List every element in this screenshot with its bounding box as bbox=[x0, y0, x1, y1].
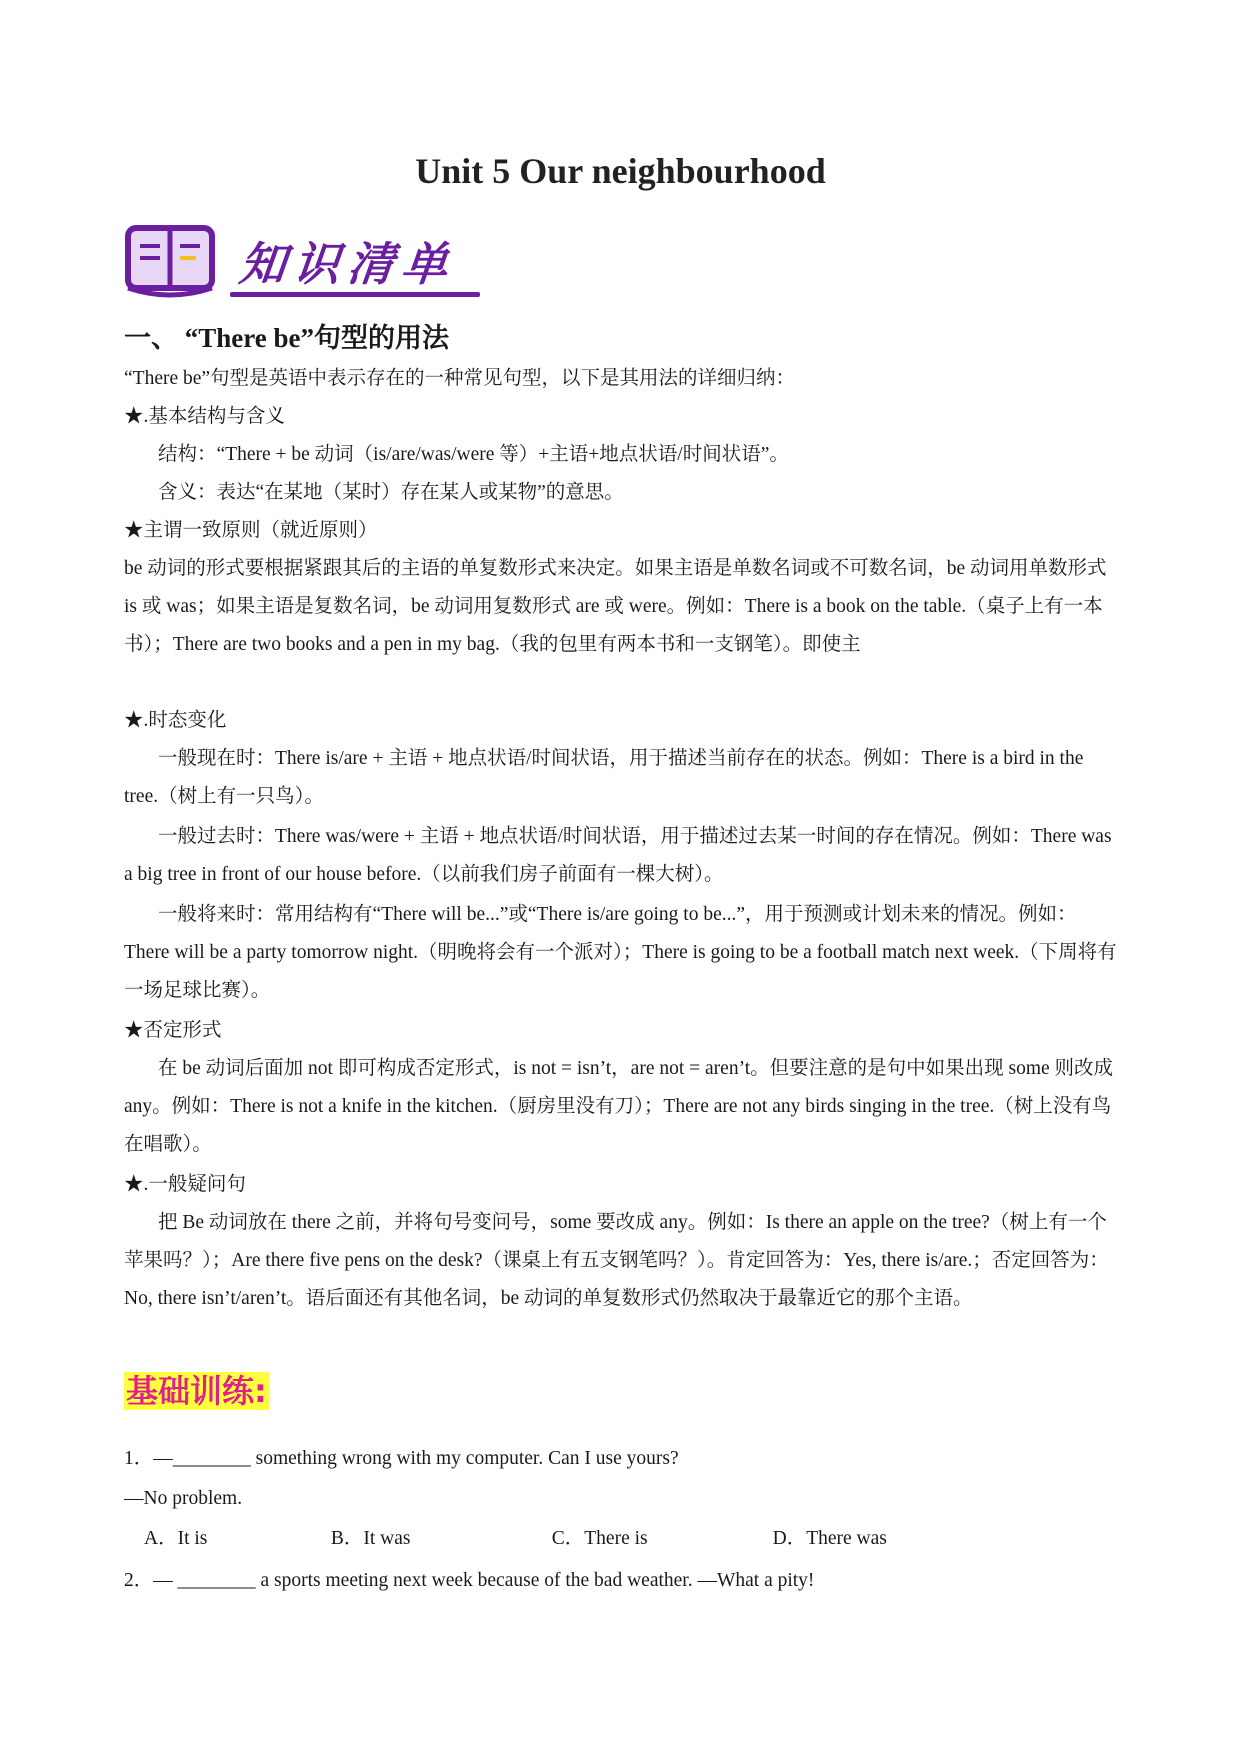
option-d: D．There was bbox=[772, 1528, 887, 1549]
section-heading: 一、 “There be”句型的用法 bbox=[124, 323, 449, 353]
open-book-icon bbox=[122, 222, 218, 302]
heading-basic-structure: ★.基本结构与含义 bbox=[124, 406, 285, 427]
banner-underline bbox=[230, 292, 480, 297]
practice-heading-row bbox=[124, 1372, 1121, 1416]
present-tense-paragraph: 一般现在时：There is/are + 主语 + 地点状语/时间状语，用于描述当前存在的状态。例如：There is a bird in the tree.（树上有一只鸟）。 bbox=[124, 748, 1084, 807]
practice-heading: 基础训练: bbox=[126, 1372, 267, 1410]
heading-question: ★.一般疑问句 bbox=[124, 1174, 246, 1195]
heading-agreement: ★主谓一致原则（就近原则） bbox=[124, 520, 378, 541]
agreement-paragraph: be 动词的形式要根据紧跟其后的主语的单复数形式来决定。如果主语是单数名词或不可数名词，be 动词用单数形式 is 或 was；如果主语是复数名词，be 动词用复数形式 are 或 were。例如：There is a book on the table.（桌子上有一本书）；There are two books and a pen in my bag.（我的包里有两本书和一支钢笔）。即使主 bbox=[124, 558, 1107, 655]
negative-paragraph: 在 be 动词后面加 not 即可构成否定形式，is not = isn’t，are not = aren’t。但要注意的是句中如果出现 some 则改成 any。例如：There is not a knife in the kitchen.（厨房里没有刀）；There are not any birds singing in the tree.（树上没有鸟在唱歌）。 bbox=[124, 1058, 1114, 1155]
structure-line: 结构：“There + be 动词（is/are/was/were 等）+主语+地点状语/时间状语”。 bbox=[158, 444, 789, 465]
question-paragraph: 把 Be 动词放在 there 之前，并将句号变问号，some 要改成 any。例如：Is there an apple on the tree?（树上有一个苹果吗？）；Are there five pens on the desk?（课桌上有五支钢笔吗？）。肯定回答为：Yes, there is/are.；否定回答为：No, there isn’t/aren’t。语后面还有其他名词，be 动词的单复数形式仍然取决于最靠近它的那个主语。 bbox=[124, 1212, 1109, 1309]
page-title: Unit 5 Our neighbourhood bbox=[415, 151, 826, 191]
heading-negative: ★否定形式 bbox=[124, 1020, 222, 1041]
heading-tense: ★.时态变化 bbox=[124, 710, 227, 731]
question-1: 1．—________ something wrong with my computer. Can I use yours? bbox=[124, 1448, 679, 1469]
banner-title: 知识清单 bbox=[236, 237, 459, 291]
option-c: C．There is bbox=[551, 1528, 648, 1549]
question-1-answer: —No problem. bbox=[124, 1488, 243, 1509]
knowledge-banner bbox=[122, 222, 482, 302]
question-1-options bbox=[144, 1522, 887, 1550]
question-2: 2．— ________ a sports meeting next week because of the bad weather. —What a pity! bbox=[124, 1570, 815, 1591]
meaning-line: 含义：表达“在某地（某时）存在某人或某物”的意思。 bbox=[158, 482, 624, 503]
future-tense-paragraph: 一般将来时：常用结构有“There will be...”或“There is/are going to be...”，用于预测或计划未来的情况。例如：There will be a party tomorrow night.（明晚将会有一个派对）；There is going to be a football match next week.（下周将有一场足球比赛）。 bbox=[124, 904, 1117, 1001]
option-a: A．It is bbox=[144, 1528, 208, 1549]
past-tense-paragraph: 一般过去时：There was/were + 主语 + 地点状语/时间状语，用于描述过去某一时间的存在情况。例如：There was a big tree in front of our house before.（以前我们房子前面有一棵大树）。 bbox=[124, 826, 1112, 885]
option-b: B．It was bbox=[330, 1528, 411, 1549]
intro-paragraph: “There be”句型是英语中表示存在的一种常见句型，以下是其用法的详细归纳： bbox=[124, 368, 796, 389]
